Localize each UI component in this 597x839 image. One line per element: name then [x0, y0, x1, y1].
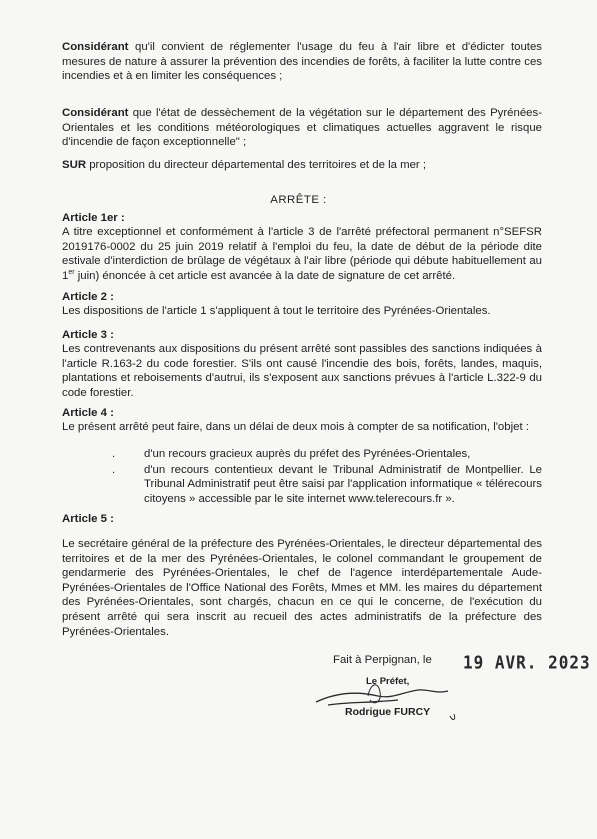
article-1-text: [62, 225, 542, 283]
paragraph-lead: SUR: [62, 159, 87, 171]
paragraph-text: qu'il convient de réglementer l'usage du feu à l'air libre et d'édicter toutes mesures de nature à assurer la prévention des incendies de forêts, à faciliter la lutte contre ces incendies et à en limiter les conséquences ;: [62, 41, 542, 83]
bullet-text: d'un recours contentieux devant le Tribunal Administratif de Montpellier. Le Tribunal Administratif peut être saisi par l'application informatique « télérecours citoyens » accessible par le site internet www.telerecours.fr ».: [144, 463, 542, 505]
article-1-text-post: juin) énoncée à cet article est avancée à la date de signature de cet arrêté.: [74, 269, 456, 282]
arrete-title: ARRÊTE :: [270, 194, 327, 206]
article-3-title: Article 3 :: [62, 329, 114, 341]
article-4-bullet-list: [112, 447, 542, 507]
paragraph-text: proposition du directeur départemental des territoires et de la mer ;: [86, 159, 427, 171]
signatory-name: Rodrigue FURCY: [345, 706, 431, 718]
paragraph-lead: Considérant: [62, 41, 129, 53]
article-1-text-pre: A titre exceptionnel et conformément à l'article 3 de l'arrêté préfectoral permanent n°SEFSR 2019176-0002 du 25 juin 2019 relatif à l'emploi du feu, la date de début de la période dite estivale d'interdiction de brûlage de végétaux à l'air libre (période qui débute habituellement au 1: [62, 226, 542, 282]
paragraph-sur: [62, 158, 542, 173]
article-2-text: Les dispositions de l'article 1 s'appliquent à tout le territoire des Pyrénées-Orientales.: [62, 305, 491, 317]
bullet-glyph: .: [112, 463, 116, 476]
article-4-text: Le présent arrêté peut faire, dans un délai de deux mois à compter de sa notification, l'objet :: [62, 421, 529, 433]
article-3-text: Les contrevenants aux dispositions du présent arrêté sont passibles des sanctions indiquées à l'article R.163-2 du code forestier. S'ils ont causé l'incendie des bois, forêts, landes, maquis, plantations et reboisements d'autrui, ils s'exposent aux sanctions prévues à l'article L.322-9 du code forestier.: [62, 343, 542, 399]
list-item: [112, 447, 542, 462]
paragraph-considerant-2: [62, 106, 542, 150]
article-1-title: Article 1er :: [62, 212, 125, 224]
paragraph-text: que l'état de dessèchement de la végétation sur le département des Pyrénées-Orientales et les conditions météorologiques et climatiques actuelles aggravent le risque d'incendie de façon exceptionnelle" ;: [62, 107, 542, 149]
paragraph-considerant-1: [62, 40, 542, 84]
signatory-title: Le Préfet,: [366, 676, 410, 687]
article-2-title: Article 2 :: [62, 291, 114, 303]
bullet-glyph: .: [112, 448, 116, 460]
paragraph-lead: Considérant: [62, 107, 129, 119]
list-item: [112, 463, 542, 507]
bullet-text: d'un recours gracieux auprès du préfet des Pyrénées-Orientales,: [144, 448, 471, 460]
article-4-title: Article 4 :: [62, 407, 114, 419]
article-5-text: Le secrétaire général de la préfecture des Pyrénées-Orientales, le directeur départemental des territoires et de la mer des Pyrénées-Orientales, le colonel commandant le groupement de gendarmerie des Pyrénées-Orientales, le chef de l'agence interdépartementale Aude-Pyrénées-Orientales de l'Office National des Forêts, Mmes et MM. les maires du département des Pyrénées-Orientales, sont chargés, chacun en ce qui le concerne, de l'exécution du présent arrêté qui sera inscrit au recueil des actes administratifs de la préfecture des Pyrénées-Orientales.: [62, 538, 542, 638]
date-stamp: 19 AVR. 2023: [463, 652, 591, 673]
article-5-title: Article 5 :: [62, 513, 114, 525]
signature-place: Fait à Perpignan, le: [333, 654, 432, 666]
article-1-sup: er: [68, 268, 75, 276]
